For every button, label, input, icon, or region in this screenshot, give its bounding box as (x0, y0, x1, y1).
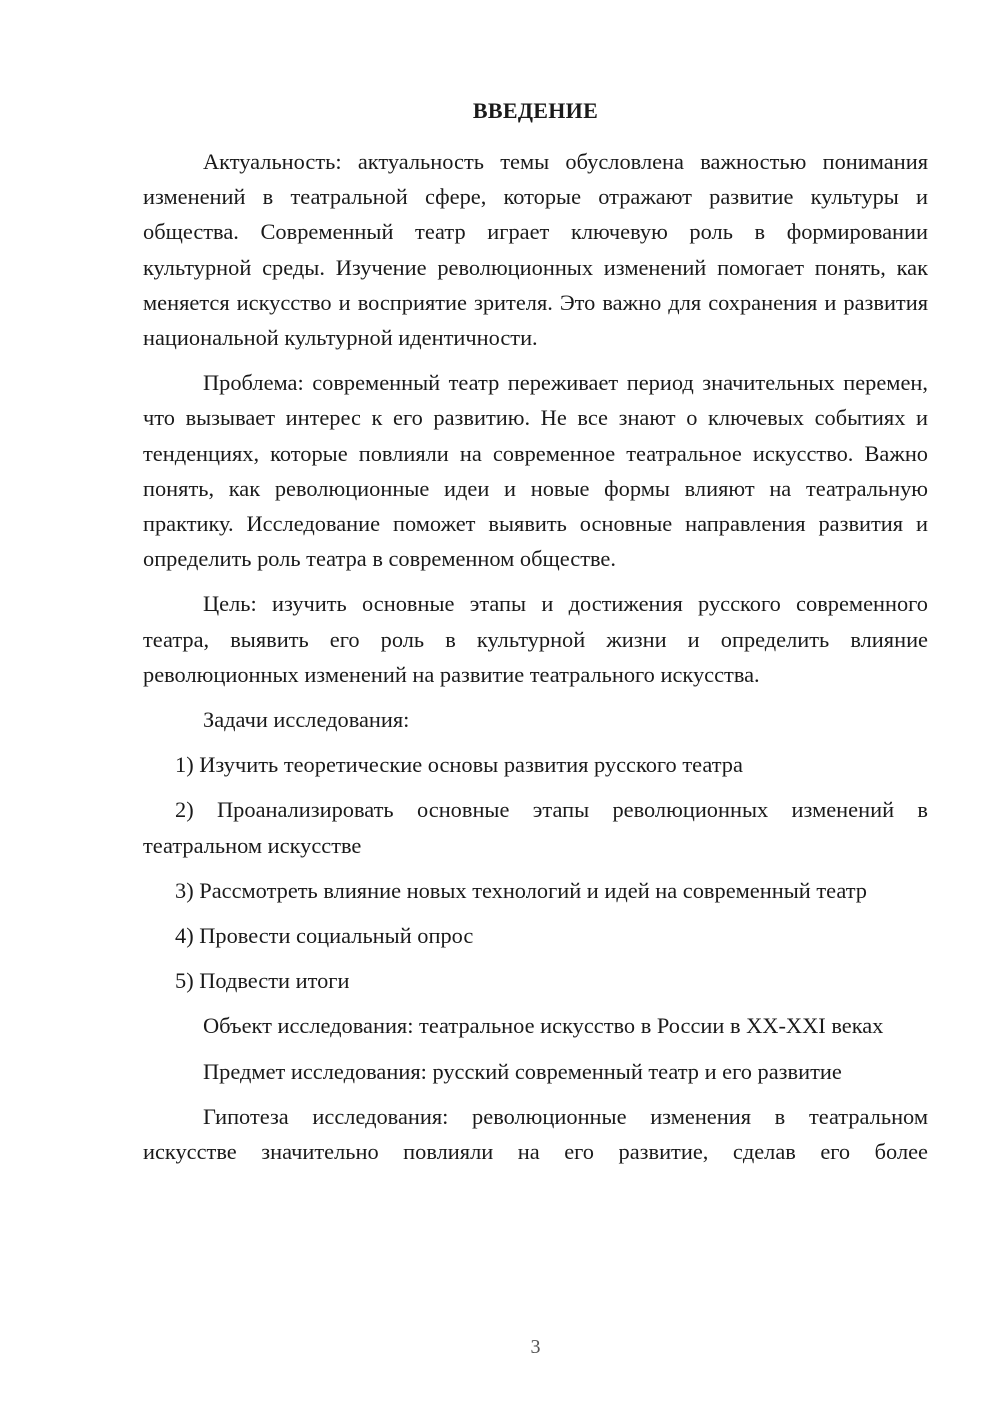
page-title: ВВЕДЕНИЕ (472, 98, 599, 123)
task-item: 5) Подвести итоги (175, 968, 350, 994)
paragraph-goal: Цель: изучить основные этапы и достижения русского современного театра, выявить его роль в культурной жизни и определить влияние революционных изменений на развитие театрального искусства. (143, 591, 928, 687)
task-item: 4) Провести социальный опрос (175, 923, 474, 949)
paragraph-hypothesis: Гипотеза исследования: революционные изменения в театральном искусстве значительно повлияли на его развитие, сделав его более (143, 1103, 928, 1165)
paragraph-relevance: Актуальность: актуальность темы обусловлена важностью понимания изменений в театральной сфере, которые отражают развитие культуры и общества. Современный театр играет ключевую роль в формировании культурной среды. Изучение революционных изменений помогает понять, как меняется искусство и восприятие зрителя. Это важно для сохранения и развития национальной культурной идентичности. (143, 149, 928, 351)
task-item: 3) Рассмотреть влияние новых технологий и идей на современный театр (175, 877, 867, 903)
paragraph-subject: Предмет исследования: русский современный театр и его развитие (203, 1058, 842, 1084)
paragraph-object: Объект исследования: театральное искусство в России в XX-XXI веках (203, 1013, 884, 1039)
paragraph-tasks-heading: Задачи исследования: (203, 707, 410, 733)
task-item: 1) Изучить теоретические основы развития русского театра (175, 752, 743, 778)
document-page (143, 0, 928, 1414)
document-body (143, 144, 928, 1179)
task-item: 2) Проанализировать основные этапы революционных изменений в театральном искусстве (143, 797, 928, 858)
page-number: 3 (530, 1336, 541, 1358)
paragraph-problem: Проблема: современный театр переживает период значительных перемен, что вызывает интерес к его развитию. Не все знают о ключевых событиях и тенденциях, которые повлияли на современное театральное искусство. Важно понять, как революционные идеи и новые формы влияют на театральную практику. Исследование поможет выявить основные направления развития и определить роль театра в современном обществе. (143, 370, 928, 572)
